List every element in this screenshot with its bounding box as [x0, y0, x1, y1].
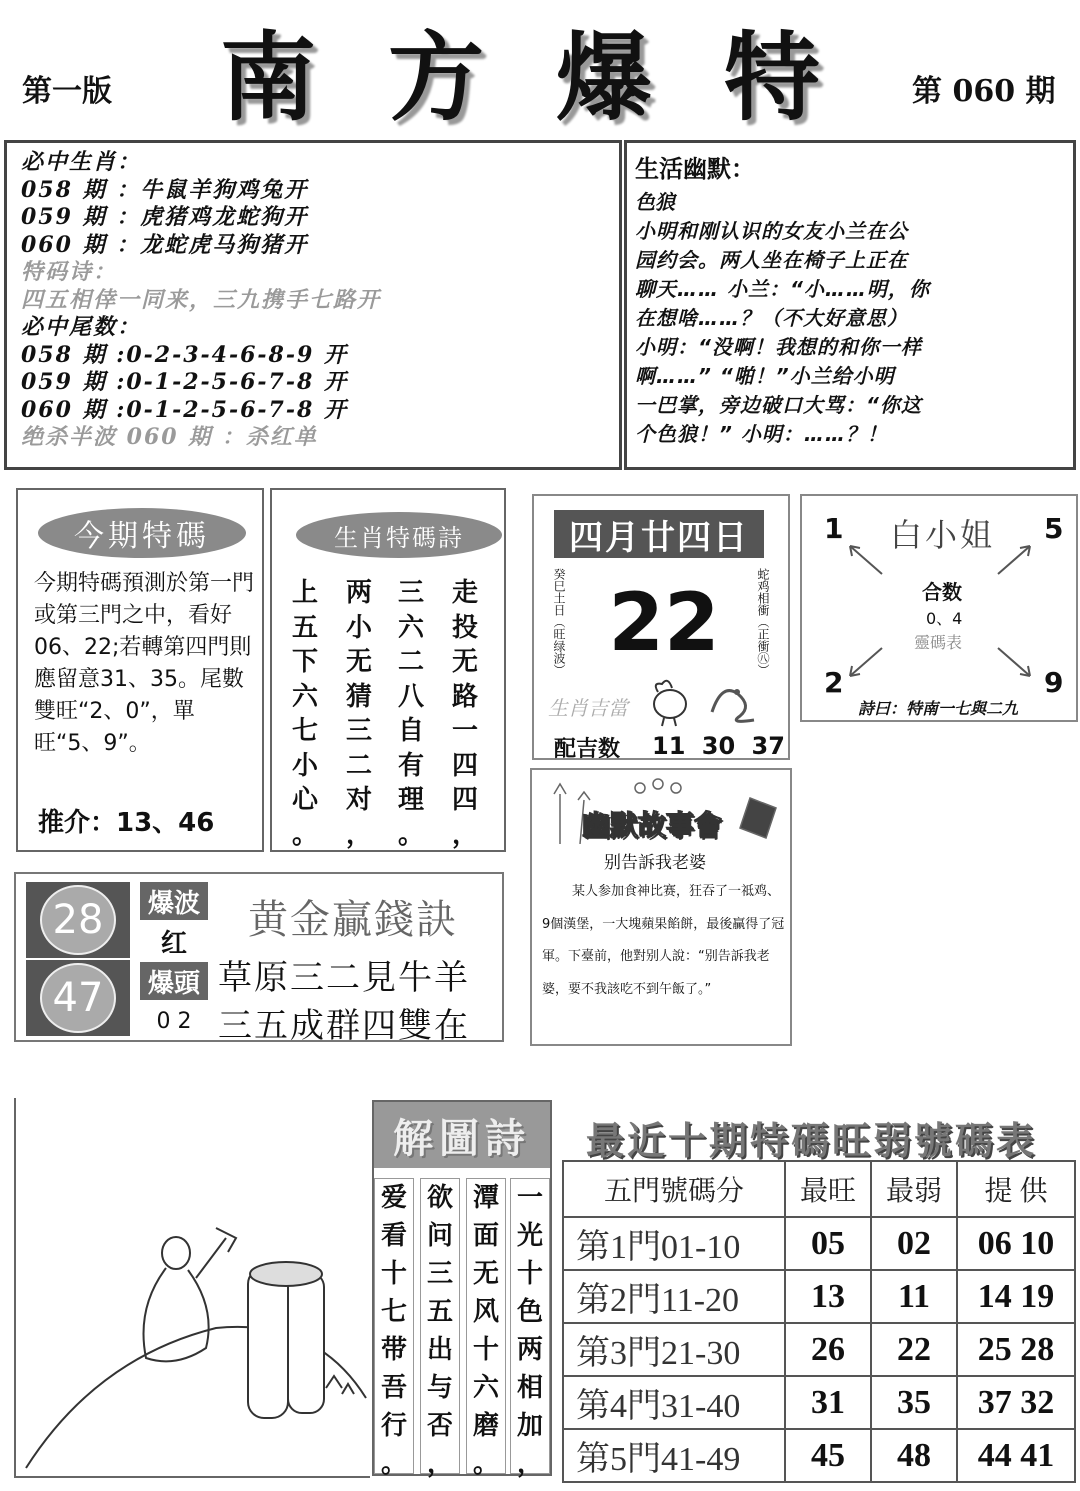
poem-char: 猜: [345, 681, 372, 712]
masthead-char: 南: [220, 21, 316, 134]
door-range-cell: 第2門11-20: [563, 1270, 785, 1323]
zodiac-line: 058 期 ：牛鼠羊狗鸡兔开: [21, 176, 309, 203]
woodcutter-illustration: [14, 1098, 370, 1478]
humor-subtitle: 色狼: [635, 190, 675, 214]
poem-char: 无: [451, 647, 478, 677]
poem-char: 理: [397, 785, 424, 815]
poem-char: 六: [291, 681, 318, 712]
poem-char: 相: [516, 1373, 543, 1403]
table-row: [563, 1429, 1075, 1482]
poem-char: 七: [380, 1297, 407, 1327]
golden-line: 草原三二見牛羊: [218, 958, 470, 998]
story-title: 别告訴我老婆: [604, 853, 706, 873]
poem-char: 潭: [472, 1183, 499, 1213]
woodcutter-image: [16, 1098, 372, 1476]
sum-value: 0、4: [926, 609, 963, 628]
poem-char: 七: [291, 716, 318, 746]
poem-char: 两: [516, 1335, 543, 1365]
poem-char: 小: [291, 750, 318, 781]
number-cell: 14 19: [957, 1270, 1075, 1323]
poem-char: 十: [472, 1335, 499, 1365]
poem-char: 否: [426, 1411, 453, 1441]
poem-char: ，: [345, 819, 372, 850]
golden-line: 三五成群四雙在: [218, 1006, 470, 1046]
humor-line: 啊……” “啪！”小兰给小明: [635, 364, 895, 388]
header-cell: 五門號碼分: [563, 1161, 785, 1217]
poem-char: 八: [397, 681, 424, 712]
number-cell: 11: [871, 1270, 957, 1323]
miss-bai-poem: 詩曰：特南一七與二九: [858, 699, 1019, 718]
number-cell: 13: [785, 1270, 871, 1323]
calendar-day: 22: [608, 576, 720, 669]
poem-char: 与: [426, 1373, 453, 1403]
poem-title: 特码诗：: [21, 259, 118, 285]
humor-panel: [624, 140, 1076, 470]
calendar-right-note: 蛇鸡相衝（正衝㊇）: [756, 568, 770, 676]
poem-char: 加: [516, 1411, 543, 1441]
tail-line: 060 期 :0-1-2-5-6-7-8 开: [21, 396, 348, 423]
calendar-left-note: 癸巳土日（旺绿波）: [552, 568, 566, 676]
number-cell: 05: [785, 1217, 871, 1270]
corner-number: 1: [824, 512, 844, 545]
burst-head-value: 0 2: [140, 1002, 208, 1040]
table-header-row: [563, 1161, 1075, 1217]
table-row: [563, 1217, 1075, 1270]
number-cell: 48: [871, 1429, 957, 1482]
puzzle-poem-title: 解圖詩: [374, 1102, 550, 1168]
zodiac-poem-panel: [270, 488, 506, 852]
lucky-label: 配吉数: [554, 736, 621, 762]
humor-line: 小明：“没啊！我想的和你一样: [635, 335, 922, 359]
number-ball: [26, 960, 130, 1036]
poem-char: 。: [472, 1449, 499, 1479]
poem-char: 五: [291, 612, 318, 643]
number-cell: 44 41: [957, 1429, 1075, 1482]
humor-line: 一巴掌，旁边破口大骂：“你这: [635, 393, 922, 417]
lucky-numbers: 11 30 37: [652, 732, 785, 760]
door-range-cell: 第1門01-10: [563, 1217, 785, 1270]
poem-char: 走: [451, 578, 478, 608]
predictions-panel: [4, 140, 622, 470]
door-range-cell: 第5門41-49: [563, 1429, 785, 1482]
stamp-text: 靈碼表: [914, 633, 963, 652]
poem-char: 两: [345, 578, 372, 608]
calendar-script: 生肖吉當: [548, 696, 628, 720]
poem-column: [344, 576, 374, 852]
humor-line: 个色狼！” 小明：……？！: [635, 422, 888, 446]
tail-title: 必中尾数：: [21, 314, 142, 340]
rooster-snake-icon: [642, 672, 772, 728]
poem-column: [290, 576, 320, 852]
zodiac-title: 必中生肖：: [21, 149, 142, 175]
masthead-char: 爆: [556, 21, 652, 134]
burst-head-label: 爆頭: [140, 962, 208, 1000]
poem-char: 爱: [380, 1183, 407, 1213]
number-cell: 22: [871, 1323, 957, 1376]
calendar-panel: [532, 494, 790, 760]
masthead-title: [220, 2, 820, 134]
miss-bai-panel: [800, 494, 1078, 722]
table-row: [563, 1270, 1075, 1323]
calendar-date-header: 四月廿四日: [554, 510, 764, 558]
golden-formula-panel: [14, 872, 504, 1046]
number-cell: 31: [785, 1376, 871, 1429]
poem-char: 三: [426, 1259, 453, 1289]
poem-char: 。: [291, 819, 318, 850]
this-issue-title: 今期特碼: [38, 508, 246, 558]
tail-line: 058 期 :0-2-3-4-6-8-9 开: [21, 341, 348, 368]
poem-char: 。: [397, 819, 424, 850]
poem-char: 投: [451, 612, 478, 643]
poem-char: 心: [291, 785, 318, 815]
poem-char: 有: [397, 750, 424, 781]
poem-char: 看: [380, 1221, 407, 1251]
poem-char: 吾: [380, 1373, 407, 1403]
puzzle-column: [466, 1178, 506, 1479]
door-range-cell: 第4門31-40: [563, 1376, 785, 1429]
poem-char: 对: [345, 785, 372, 815]
this-issue-text: 今期特碼預測於第一門或第三門之中，看好06、22;若轉第四門則應留意31、35。尾數雙旺“2、0”，單旺“5、9”。: [34, 571, 255, 756]
poem-char: 五: [426, 1297, 453, 1327]
miss-bai-title: 白小姐: [890, 516, 996, 554]
table-row: [563, 1323, 1075, 1376]
poem-char: 下: [291, 647, 318, 677]
poem-char: 六: [397, 612, 424, 643]
humor-text: [635, 217, 1065, 449]
ball-number: 47: [40, 963, 116, 1033]
corner-number: 9: [1044, 666, 1064, 699]
header-cell: 最旺: [785, 1161, 871, 1217]
poem-char: ，: [426, 1449, 453, 1479]
recommend-numbers: 推介：13、46: [38, 808, 215, 838]
table-title: 最近十期特碼旺弱號碼表: [586, 1118, 1038, 1163]
header-cell: 提 供: [957, 1161, 1075, 1217]
puzzle-column: [510, 1178, 550, 1479]
poem-char: 面: [472, 1221, 499, 1251]
humor-line: 在想啥……？（不大好意思）: [635, 306, 908, 330]
poem-char: 行: [380, 1411, 407, 1441]
number-cell: 26: [785, 1323, 871, 1376]
poem-char: 上: [291, 578, 318, 608]
sum-label: 合数: [922, 580, 962, 604]
ball-number: 28: [40, 885, 116, 955]
header-cell: 最弱: [871, 1161, 957, 1217]
poem-char: 光: [516, 1221, 543, 1251]
zodiac-poem-title: 生肖特碼詩: [296, 512, 502, 558]
story-text: 某人参加食神比赛，狂吞了一祗鸡、9個漢堡，一大塊蘋果餡餅，最後贏得了冠軍。下臺前，他對别人說：“别告訴我老婆，要不我該吃不到午飯了。”: [542, 884, 785, 997]
number-ball: [26, 882, 130, 958]
poem-char: 一: [451, 716, 478, 746]
number-cell: 45: [785, 1429, 871, 1482]
story-header: 幽默故事會: [582, 809, 723, 842]
edition-label: 第一版: [22, 74, 112, 109]
corner-number: 5: [1044, 512, 1064, 545]
poem-char: 带: [380, 1335, 407, 1365]
poem-char: 风: [472, 1297, 499, 1327]
poem-char: 路: [451, 681, 478, 712]
poem-char: 色: [516, 1297, 543, 1327]
poem-char: ，: [451, 819, 478, 850]
wave-line: 绝杀半波 060 期 ：杀红单: [21, 424, 318, 450]
number-cell: 35: [871, 1376, 957, 1429]
poem-char: 欲: [426, 1183, 453, 1213]
puzzle-column: [420, 1178, 460, 1479]
humor-line: 聊天…… 小兰：“小……明，你: [635, 277, 930, 301]
puzzle-column: [374, 1178, 414, 1479]
poem-char: 十: [516, 1259, 543, 1289]
corner-number: 2: [824, 666, 844, 699]
burst-wave-label: 爆波: [140, 882, 208, 920]
number-cell: 37 32: [957, 1376, 1075, 1429]
humor-line: 小明和刚认识的女友小兰在公: [635, 219, 908, 243]
number-cell: 02: [871, 1217, 957, 1270]
poem-char: 无: [345, 647, 372, 677]
poem-char: 磨: [472, 1411, 499, 1441]
number-cell: 06 10: [957, 1217, 1075, 1270]
poem-char: 。: [380, 1449, 407, 1479]
poem-line: 四五相倖一同来，三九携手七路开: [21, 286, 382, 313]
zodiac-line: 060 期 ：龙蛇虎马狗猪开: [21, 231, 309, 258]
masthead-char: 方: [388, 21, 484, 134]
poem-char: 无: [472, 1259, 499, 1289]
humor-line: 园约会。两人坐在椅子上正在: [635, 248, 908, 272]
tail-line: 059 期 :0-1-2-5-6-7-8 开: [21, 369, 348, 395]
puzzle-poem-panel: [372, 1100, 552, 1479]
hot-cold-table: [562, 1160, 1076, 1483]
table-row: [563, 1376, 1075, 1429]
golden-title: 黄金贏錢訣: [248, 897, 458, 943]
this-issue-panel: [16, 488, 264, 852]
poem-char: 二: [345, 750, 372, 781]
poem-char: 出: [426, 1335, 453, 1365]
poem-column: [396, 576, 426, 852]
story-panel: [530, 768, 792, 1046]
poem-char: ，: [516, 1449, 543, 1479]
poem-char: 小: [345, 612, 372, 643]
poem-char: 一: [516, 1183, 543, 1213]
poem-char: 二: [397, 647, 424, 677]
poem-char: 三: [345, 716, 372, 746]
zodiac-line: 059 期 ：虎猪鸡龙蛇狗开: [21, 204, 309, 230]
masthead-char: 特: [724, 21, 820, 134]
number-cell: 25 28: [957, 1323, 1075, 1376]
burst-wave-value: 红: [140, 922, 208, 960]
poem-char: 六: [472, 1373, 499, 1403]
poem-char: 十: [380, 1259, 407, 1289]
issue-number: 第 060 期: [912, 74, 1056, 109]
poem-char: 问: [426, 1221, 453, 1251]
poem-column: [450, 576, 480, 852]
door-range-cell: 第3門21-30: [563, 1323, 785, 1376]
poem-char: 四: [451, 785, 478, 815]
poem-char: 四: [451, 750, 478, 781]
humor-title: 生活幽默：: [635, 154, 755, 183]
poem-char: 自: [397, 716, 424, 746]
poem-char: 三: [397, 578, 424, 608]
